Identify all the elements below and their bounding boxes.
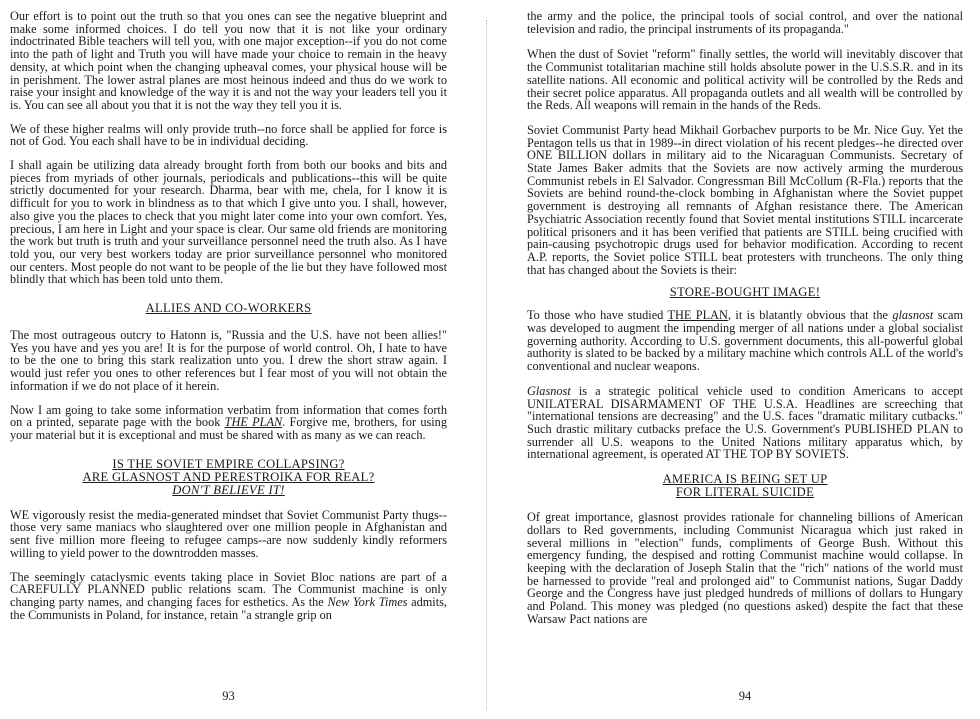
- paragraph: [527, 309, 963, 373]
- text: , it is blatantly obvious that the: [727, 308, 893, 323]
- text: admits, the Communists in Poland, for instance, retain "a strangle grip on: [10, 594, 447, 622]
- emphasis: glasnost: [892, 308, 934, 323]
- paragraph: [527, 124, 963, 276]
- text: When the dust of Soviet "reform" finally settles, the world will inevitably discover that the Communist totalitarian machine still holds absolute power in the U.S.S.R. and in its satellite nations. All economic and political activity will be controlled by the Reds and their secret police apparatus. All propaganda outlets and all wealth will be controlled by the Reds. All weapons will remain in the hands of the Reds.: [527, 47, 963, 113]
- emphasis: Glasnost: [527, 383, 571, 398]
- paragraph: [10, 329, 447, 393]
- paragraph: [10, 571, 447, 622]
- section-heading: DON'T BELIEVE IT!: [172, 482, 285, 497]
- text: The most outrageous outcry to Hatonn is, "Russia and the U.S. have not been allies!" Yes you have and yes you are! It is for the purpose of world control. Oh, I hate to have to be the one to bring this stark realization unto you. I drew the short straw again. I would just refer you ones to other references but I fear most of you will not obtain the information if we do not place of it herein.: [10, 328, 447, 393]
- text: I shall again be utilizing data already brought forth from both our books and bits and pieces from myriads of other journals, periodicals and publications--this will be quite strictly documented for your research. Dharma, bear with me, chela, for I know it is difficult for you to work in blindness as to that which I give unto you. I shall, however, also give you the places to check that you might later come into your own comfort. Yes, precious, I am here in Light and your space is clear. Our same old friends are monitoring the work but truth is truth and your surveillance personnel need the truth also. As I have told you, our very best workers today are prior surveillance personnel who monitored our centers. Most people do not want to be people of the lie but they have followed most blindly that which has been told unto them.: [10, 158, 447, 287]
- page-number: 94: [738, 689, 752, 703]
- page-number: 93: [222, 689, 235, 703]
- text: Soviet Communist Party head Mikhail Gorbachev purports to be Mr. Nice Guy. Yet the Pentagon tells us that in 1989--in direct violation of his recent pledges--he directed over ONE BILLION dollars in military aid to the Nicaraguan Communists. Secretary of State James Baker admits that the Soviets are now actively arming the murderous Communist rebels in El Salvador. Congressman Bill McCollum (R-Fla.) reports that the Soviets are behind round-the-clock bombing in Afghanistan where the Soviet puppet government is destroying all remnants of Afghan resistance there. The American Psychiatric Association recently found that Soviet mental institutions STILL incarcerate political prisoners and it has been verified that patients are STILL being crucified with pain-causing psychotropic drugs used for behavior modification. According to recent A.P. reports, the Soviet police STILL beat protesters with truncheons. The only thing that has changed about the Soviets is their:: [527, 122, 963, 277]
- paragraph: [10, 159, 447, 286]
- text: . Forgive me, brothers, for using your material but it is exceptional and must be shared with as many as we can reach.: [10, 415, 447, 442]
- paragraph: [527, 385, 963, 461]
- text: WE vigorously resist the media-generated mindset that Soviet Communist Party thugs--those very same maniacs who slaughtered over one million people in Afghanistan and sent five million more fleeing to refugee camps--are now suddenly kindly reformers willing to yield power to the downtrodden masses.: [10, 507, 447, 560]
- text: The seemingly cataclysmic events taking place in Soviet Bloc nations are part of a CAREFULLY PLANNED public relations scam. The Communist machine is only changing party names, and changing faces for esthetics. As the: [10, 569, 447, 609]
- left-page: [10, 10, 447, 710]
- paragraph: [527, 10, 963, 35]
- text: scam was developed to augment the impending merger of all nations under a global socialist governing authority. According to U.S. government documents, this all-powerful global authority is slated to be backed by a military machine which controls ALL of the world's conventional and nuclear weapons.: [527, 308, 964, 374]
- section-heading: ARE GLASNOST AND PERESTROIKA FOR REAL?: [82, 469, 375, 484]
- section-heading: STORE-BOUGHT IMAGE!: [669, 285, 821, 300]
- paragraph: [10, 123, 447, 148]
- text: the army and the police, the principal tools of social control, and over the national television and radio, the principal instruments of its propaganda.": [527, 9, 963, 36]
- paragraph: [527, 48, 963, 112]
- paragraph: [527, 511, 963, 625]
- book-title: THE PLAN: [667, 308, 728, 323]
- section-heading: AMERICA IS BEING SET UP: [662, 472, 828, 487]
- section-heading: ALLIES AND CO-WORKERS: [145, 301, 312, 316]
- right-page: [527, 10, 963, 710]
- text: Of great importance, glasnost provides rationale for channeling billions of American dollars to Red governments, including Communist Nicaragua which just raked in several millions in "election" funds, compliments of George Bush. Without this emergency funding, the despised and rotting Communist machine would collapse. In keeping with the declaration of Joseph Stalin that the "rich" nations of the world must be harnessed to provide "real and prolonged aid" to Communist nations, Sugar Daddy George and the Congress have just pledged hundreds of millions of dollars to Hungary and Poland. This money was pledged (no questions asked) despite the fact that these Warsaw Pact nations are: [527, 510, 963, 626]
- paragraph: [10, 404, 447, 442]
- paragraph: [10, 10, 447, 112]
- section-heading: IS THE SOVIET EMPIRE COLLAPSING?: [112, 456, 345, 471]
- text: Now I am going to take some information verbatim from information that comes forth on a printed, separate page with the book: [10, 402, 447, 430]
- publication-name: New York Times: [327, 594, 408, 609]
- paragraph: [10, 509, 447, 560]
- text: is a strategic political vehicle used to condition Americans to accept UNILATERAL DISARMAMENT OF THE U.S.A. Headlines are screeching that "international tensions are decreasing" and the U.S. faces "dramatic military cutbacks." Such drastic military cutbacks preface the U.S. Government's PUBLISHED PLAN to surrender all U.S. weapons to the United Nations military apparatus which, by international agreement, is operated AT THE TOP BY SOVIETS.: [527, 383, 963, 462]
- section-heading: FOR LITERAL SUICIDE: [675, 485, 815, 500]
- text: To those who have studied: [527, 308, 668, 323]
- text: Our effort is to point out the truth so that you ones can see the negative blueprint and make some informed choices. I do tell you now that it is not like your ordinary indoctrinated Bible teachers will tell you, with one major exception--if you do not come into the path of light and Truth you will have made your choice to remain in the heavy density, at which point when the changing upheaval comes, your physical house will be in perishment. The lower astral planes are most heinous indeed and thus do we work to raise your insight and knowledge of the way it is and not the way your leaders tell you it is. You can see all about you that it is not the way they tell you it is.: [10, 9, 447, 112]
- page-gutter: [486, 20, 487, 710]
- text: We of these higher realms will only provide truth--no force shall be applied for force is not of God. You each shall have to be in individual deciding.: [10, 121, 447, 149]
- book-title: THE PLAN: [224, 415, 283, 430]
